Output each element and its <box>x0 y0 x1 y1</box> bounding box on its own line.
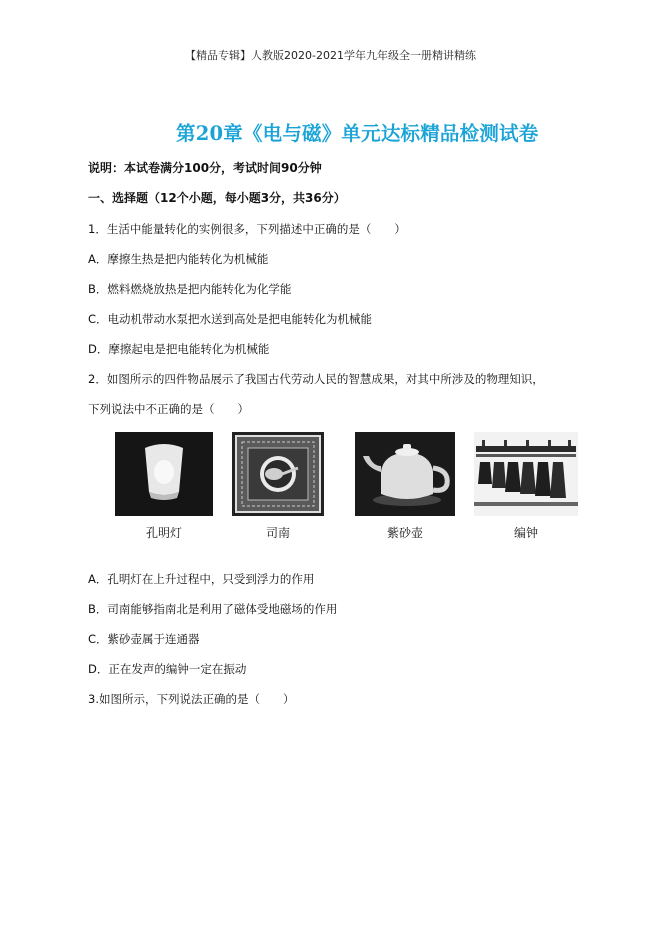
question-1-option-c: C．电动机带动水泵把水送到高处是把电能转化为机械能 <box>88 312 373 326</box>
teapot-image <box>355 432 455 516</box>
paper-title: 第20章《电与磁》单元达标精品检测试卷 <box>176 122 539 145</box>
south-pointing-spoon-image <box>232 432 324 516</box>
sky-lantern-image <box>115 432 213 516</box>
exam-note: 说明：本试卷满分100分，考试时间90分钟 <box>88 161 322 175</box>
caption-sky-lantern: 孔明灯 <box>145 526 182 540</box>
caption-teapot: 紫砂壶 <box>386 526 423 540</box>
question-2-option-d: D．正在发声的编钟一定在振动 <box>88 662 247 676</box>
question-2-option-a: A．孔明灯在上升过程中，只受到浮力的作用 <box>88 572 315 586</box>
question-1-option-d: D．摩擦起电是把电能转化为机械能 <box>88 342 270 356</box>
chime-bells-image <box>474 432 578 516</box>
caption-chime-bells: 编钟 <box>513 526 538 540</box>
question-2-option-c: C．紫砂壶属于连通器 <box>88 632 200 646</box>
question-2-stem-line2: 下列说法中不正确的是（ ） <box>88 402 249 416</box>
question-1-option-a: A．摩擦生热是把内能转化为机械能 <box>88 252 269 266</box>
question-2-stem-line1: 2．如图所示的四件物品展示了我国古代劳动人民的智慧成果，对其中所涉及的物理知识， <box>88 372 544 386</box>
section-heading: 一、选择题（12个小题，每小题3分，共36分） <box>88 191 346 205</box>
page-header: 【精品专辑】人教版2020-2021学年九年级全一册精讲精练 <box>185 49 476 62</box>
question-1-option-b: B．燃料燃烧放热是把内能转化为化学能 <box>88 282 292 296</box>
question-1-stem: 1．生活中能量转化的实例很多，下列描述中正确的是（ ） <box>88 222 406 236</box>
question-3-stem: 3.如图所示，下列说法正确的是（ ） <box>88 692 295 706</box>
caption-south-pointing-spoon: 司南 <box>265 526 290 540</box>
question-2-option-b: B．司南能够指南北是利用了磁体受地磁场的作用 <box>88 602 338 616</box>
